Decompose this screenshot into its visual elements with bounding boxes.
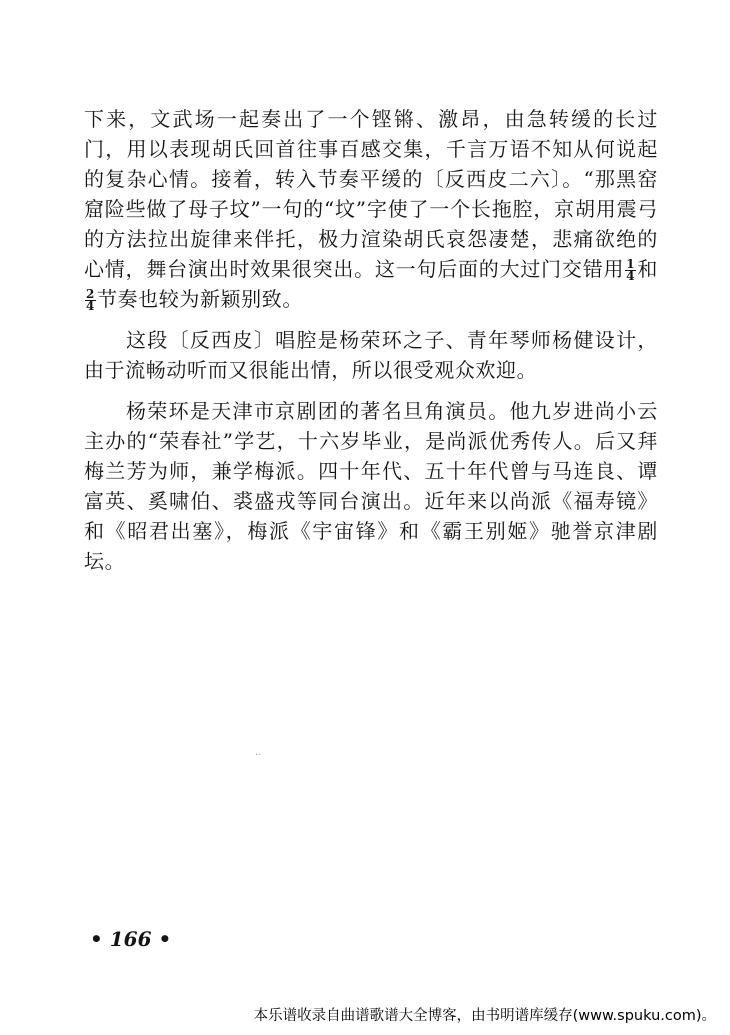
fraction-one-quarter: [625, 259, 636, 282]
fraction-denominator: 4: [626, 269, 636, 283]
paragraph-3: 杨荣环是天津市京剧团的著名旦角演员。他九岁进尚小云主办的“荣春社”学艺，十六岁毕业，是尚派优秀传人。后又拜梅兰芳为师，兼学梅派。四十年代、五十年代曾与马连良、谭富英、奚啸伯、裘盛戎等同台演出。近年来以尚派《福寿镜》和《昭君出塞》，梅派《宇宙锋》和《霸王别姬》驰誉京津剧坛。: [84, 399, 658, 573]
paragraph-2: 这段〔反西皮〕唱腔是杨荣环之子、青年琴师杨健设计，由于流畅动听而又很能出情，所以很受观众欢迎。: [84, 328, 658, 382]
paragraph-1-text-a: 下来，文武场一起奏出了一个铿锵、激昂，由急转缓的长过门，用以表现胡氏回首往事百感交集，千言万语不知从何说起的复杂心情。接着，转入节奏平缓的〔反西皮二六〕。“那黑窑窟险些做了母子坟”一句的“坟”字使了一个长拖腔，京胡用震弓的方法拉出旋律来伴托，极力渲染胡氏哀怨凄楚，悲痛欲绝的心情，舞台演出时效果很突出。这一句后面的大过门交错用: [84, 107, 658, 281]
source-footer-note: 本乐谱收录自曲谱歌谱大全博客，由书明谱库缓存(www.spuku.com)。: [253, 1008, 716, 1024]
fraction-numerator: 1: [626, 257, 636, 271]
scan-speck: ..: [255, 747, 262, 758]
paragraph-1-text-c: 节奏也较为新颖别致。: [96, 287, 303, 311]
body-text: [84, 104, 658, 576]
fraction-denominator: 4: [86, 299, 95, 313]
fraction-numerator: 2: [86, 287, 95, 301]
fraction-two-quarters: [85, 289, 96, 312]
paragraph-1-text-b: 和: [637, 257, 658, 281]
paragraph-1: [84, 104, 658, 314]
page-number: • 166 •: [90, 927, 172, 951]
